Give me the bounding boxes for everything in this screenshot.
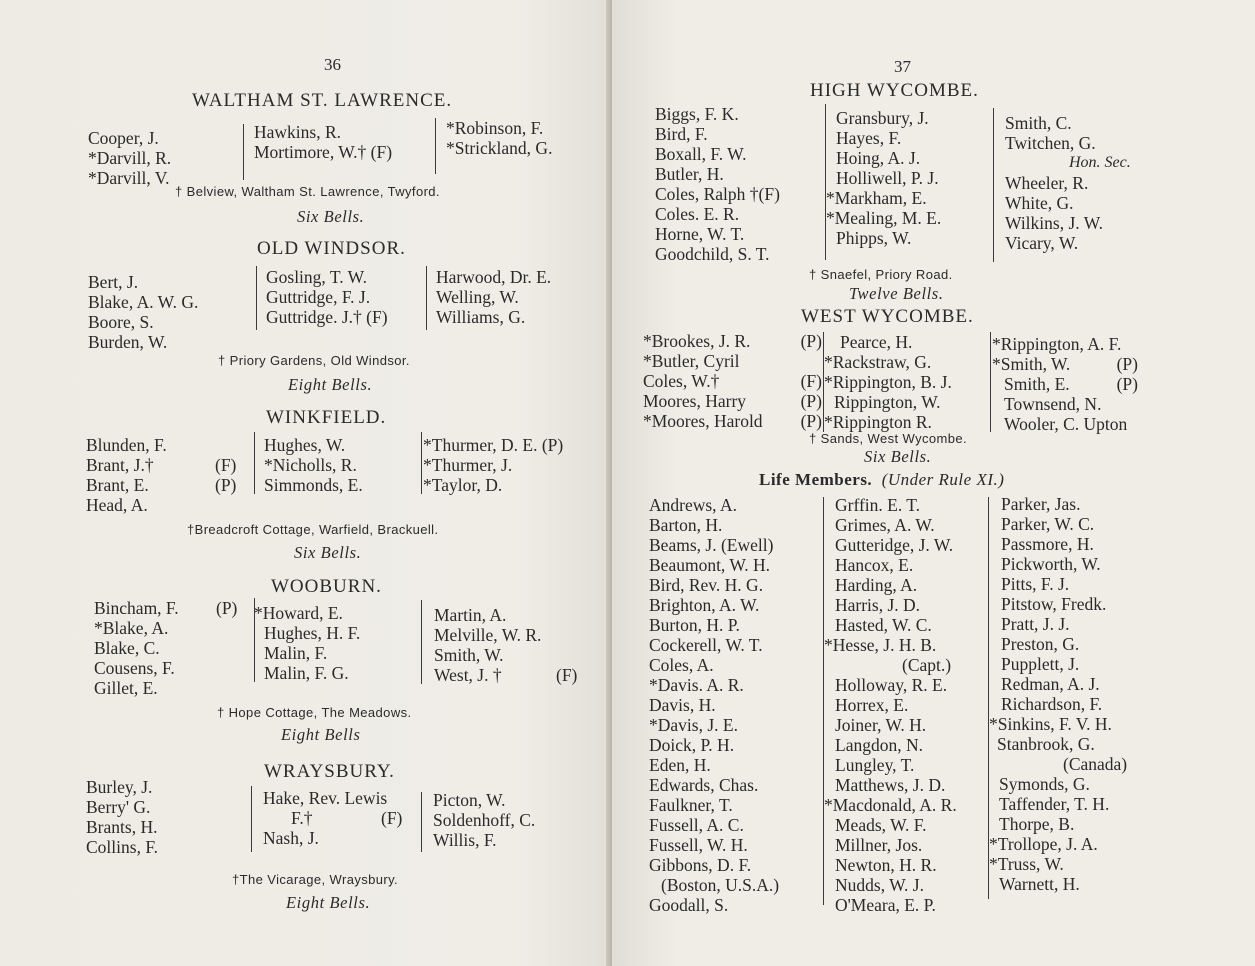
bells-note: Six Bells. (294, 543, 362, 562)
member-name: Hughes, W. (264, 435, 346, 455)
member-name: Hancox, E. (835, 555, 914, 575)
member-name: Lungley, T. (835, 755, 915, 775)
member-name: White, G. (1005, 193, 1074, 213)
member-name: Fussell, A. C. (649, 815, 744, 835)
member-name: Wooler, C. Upton (1004, 414, 1128, 434)
address-note: † Snaefel, Priory Road. (809, 267, 953, 282)
member-name: Brant, E. (86, 475, 149, 495)
member-name: *Smith, W. (992, 354, 1071, 374)
member-name: Brant, J.† (86, 455, 154, 475)
member-name: *Moores, Harold (643, 411, 763, 431)
name-column (824, 332, 952, 432)
member-name: Burley, J. (86, 777, 153, 797)
member-name: Faulkner, T. (649, 795, 733, 815)
member-name: Harding, A. (835, 575, 918, 595)
member-name: Gutteridge, J. W. (835, 535, 954, 555)
member-name: Coles. E. R. (655, 204, 740, 224)
column-divider (993, 108, 994, 262)
column-divider (426, 266, 427, 330)
member-name: Thorpe, B. (999, 814, 1075, 834)
member-name: Hughes, H. F. (264, 623, 361, 643)
member-name: Bincham, F. (94, 598, 179, 618)
mark-column (782, 331, 822, 431)
column-divider (421, 600, 422, 684)
member-name: Brighton, A. W. (649, 595, 760, 615)
member-name: Stanbrook, G. (997, 734, 1095, 754)
column-divider (256, 266, 257, 330)
column-divider (990, 332, 991, 432)
member-name: Collins, F. (86, 837, 159, 857)
member-name: *Taylor, D. (423, 475, 503, 495)
member-name: Meads, W. F. (835, 815, 927, 835)
address-note: † Hope Cottage, The Meadows. (217, 705, 412, 720)
member-name: Hawkins, R. (254, 122, 342, 142)
member-name: Richardson, F. (1001, 694, 1103, 714)
page-number: 37 (894, 57, 911, 76)
member-name: Hayes, F. (836, 128, 902, 148)
member-name: Wheeler, R. (1005, 173, 1089, 193)
member-name: Guttridge, F. J. (266, 287, 371, 307)
member-name: Holloway, R. E. (835, 675, 948, 695)
member-name: Newton, H. R. (835, 855, 937, 875)
column-divider (421, 792, 422, 852)
member-name: Mortimore, W.† (F) (254, 142, 393, 162)
member-name: Biggs, F. K. (655, 104, 739, 124)
member-name: Gosling, T. W. (266, 267, 367, 287)
member-name: Goodall, S. (649, 895, 729, 915)
member-name: Andrews, A. (649, 495, 737, 515)
section-title: WINKFIELD. (266, 407, 387, 428)
member-name: Harwood, Dr. E. (436, 267, 552, 287)
member-name: Bert, J. (88, 272, 139, 292)
member-name: Coles, Ralph †(F) (655, 184, 780, 204)
member-name: Smith, E. (1004, 374, 1070, 394)
member-name: *Markham, E. (826, 188, 927, 208)
name-column (88, 128, 171, 188)
member-name: Parker, Jas. (1001, 494, 1081, 514)
member-name: Pratt, J. J. (1001, 614, 1070, 634)
member-name: Phipps, W. (836, 228, 912, 248)
member-name: Pupplett, J. (1001, 654, 1080, 674)
member-name: Cockerell, W. T. (649, 635, 763, 655)
name-column (86, 777, 158, 857)
column-divider (421, 432, 422, 494)
member-name: Boore, S. (88, 312, 154, 332)
member-name: (P) (800, 411, 822, 431)
member-name: Horrex, E. (835, 695, 909, 715)
member-name: *Davis, J. E. (649, 715, 738, 735)
member-name: Smith, W. (434, 645, 504, 665)
member-name: Townsend, N. (1004, 394, 1102, 414)
member-name: Picton, W. (433, 790, 506, 810)
mark-column (556, 665, 577, 685)
column-divider (251, 786, 252, 852)
member-name: Malin, F. (264, 643, 328, 663)
member-name: *Macdonald, A. R. (824, 795, 957, 815)
member-name: Malin, F. G. (264, 663, 349, 683)
member-name: Nudds, W. J. (835, 875, 924, 895)
member-name: Beaumont, W. H. (649, 555, 771, 575)
member-name: Grffin. E. T. (835, 495, 921, 515)
name-column (433, 790, 535, 850)
section-title: OLD WINDSOR. (257, 238, 406, 259)
address-note: †Breadcroft Cottage, Warfield, Brackuell. (187, 522, 439, 537)
column-divider (254, 432, 255, 494)
member-name: Hoing, A. J. (836, 148, 921, 168)
member-name: Hon. Sec. (1069, 154, 1131, 171)
life-members-title: Life Members. (Under Rule XI.) (759, 470, 1005, 489)
member-name: Rippington, W. (834, 392, 941, 412)
member-name: Melville, W. R. (434, 625, 542, 645)
section-title: WEST WYCOMBE. (801, 306, 974, 327)
member-name: *Darvill, R. (88, 148, 172, 168)
name-column (88, 272, 198, 352)
section-title: WALTHAM ST. LAWRENCE. (192, 90, 453, 111)
name-column (1005, 113, 1131, 253)
member-name: Goodchild, S. T. (655, 244, 770, 264)
member-name: Warnett, H. (999, 874, 1080, 894)
member-name: Pitts, F. J. (1001, 574, 1070, 594)
member-name: Gillet, E. (94, 678, 158, 698)
member-name: Moores, Harry (643, 391, 747, 411)
member-name: Edwards, Chas. (649, 775, 759, 795)
name-column (643, 331, 763, 431)
member-name: Fussell, W. H. (649, 835, 748, 855)
member-name: Martin, A. (434, 605, 507, 625)
member-name: (Boston, U.S.A.) (661, 875, 780, 895)
name-column (446, 118, 552, 158)
member-name: Gransbury, J. (836, 108, 929, 128)
member-name: (Capt.) (902, 655, 952, 675)
member-name: Willis, F. (433, 830, 497, 850)
left-page (0, 0, 610, 966)
name-column (254, 122, 392, 162)
member-name: Nash, J. (263, 828, 319, 848)
member-name: Blake, C. (94, 638, 160, 658)
member-name: *Sinkins, F. V. H. (989, 714, 1112, 734)
member-name: *Rippington R. (824, 412, 932, 432)
mark-column (381, 808, 402, 828)
member-name: Coles, W.† (643, 371, 720, 391)
mark-column (1096, 334, 1138, 394)
member-name: Soldenhoff, C. (433, 810, 536, 830)
member-name: Grimes, A. W. (835, 515, 935, 535)
member-name: Redman, A. J. (1001, 674, 1100, 694)
member-name: (F) (215, 455, 237, 475)
column-divider (435, 118, 436, 174)
member-name: Davis, H. (649, 695, 716, 715)
member-name: *Thurmer, J. (423, 455, 513, 475)
member-name: *Butler, Cyril (643, 351, 740, 371)
member-name: Welling, W. (436, 287, 519, 307)
member-name: Pickworth, W. (1001, 554, 1101, 574)
member-name: Cousens, F. (94, 658, 175, 678)
member-name: (P) (1116, 374, 1138, 394)
name-column (436, 267, 551, 327)
member-name: Coles, A. (649, 655, 714, 675)
member-name: Burden, W. (88, 332, 168, 352)
member-name: Holliwell, P. J. (836, 168, 939, 188)
member-name: *Rippington, A. F. (992, 334, 1122, 354)
column-divider (243, 124, 244, 180)
member-name: (P) (216, 598, 238, 618)
member-name: Harris, J. D. (835, 595, 921, 615)
section-title: HIGH WYCOMBE. (810, 80, 979, 101)
member-name: *Nicholls, R. (264, 455, 357, 475)
bells-note: Eight Bells. (286, 893, 371, 912)
member-name: Hasted, W. C. (835, 615, 932, 635)
member-name: Cooper, J. (88, 128, 159, 148)
section-title: WRAYSBURY. (264, 761, 395, 782)
name-column (824, 496, 957, 916)
name-column (434, 605, 541, 685)
member-name: Barton, H. (649, 515, 723, 535)
member-name: *Hesse, J. H. B. (824, 635, 937, 655)
member-name (1096, 334, 1138, 354)
member-name: *Strickland, G. (446, 138, 553, 158)
name-column (423, 435, 563, 495)
member-name: *Trollope, J. A. (989, 834, 1098, 854)
member-name: (F) (800, 371, 822, 391)
member-name: Langdon, N. (835, 735, 923, 755)
member-name: *Mealing, M. E. (826, 208, 942, 228)
member-name: Vicary, W. (1005, 233, 1079, 253)
member-name: Simmonds, E. (264, 475, 363, 495)
member-name: Preston, G. (1001, 634, 1080, 654)
bells-note: Eight Bells. (288, 375, 373, 394)
member-name: Horne, W. T. (655, 224, 745, 244)
name-column (266, 267, 388, 327)
member-name: Millner, Jos. (835, 835, 923, 855)
name-column (254, 603, 360, 683)
address-note: † Sands, West Wycombe. (809, 431, 968, 446)
member-name: (Canada) (1063, 754, 1128, 774)
member-name: *Davis. A. R. (649, 675, 744, 695)
member-name: Doick, P. H. (649, 735, 735, 755)
member-name: Pearce, H. (840, 332, 913, 352)
member-name: Gibbons, D. F. (649, 855, 752, 875)
member-name: Beams, J. (Ewell) (649, 535, 774, 555)
name-column (86, 435, 167, 515)
name-column (649, 496, 779, 916)
member-name: Brants, H. (86, 817, 158, 837)
member-name: Bird, Rev. H. G. (649, 575, 764, 595)
member-name: *Robinson, F. (446, 118, 544, 138)
member-name: (P) (800, 331, 822, 351)
address-note: † Priory Gardens, Old Windsor. (218, 353, 410, 368)
member-name: *Truss, W. (989, 854, 1064, 874)
member-name: Guttridge. J.† (F) (266, 307, 388, 327)
member-name: Matthews, J. D. (835, 775, 946, 795)
member-name: *Thurmer, D. E. (P) (423, 435, 564, 455)
member-name: F.† (291, 808, 313, 828)
member-name: Parker, W. C. (1001, 514, 1095, 534)
member-name: Head, A. (86, 495, 148, 515)
member-name: Pitstow, Fredk. (1001, 594, 1107, 614)
member-name: *Darvill, V. (88, 168, 170, 188)
mark-column (216, 598, 237, 618)
member-name: *Rippington, B. J. (824, 372, 952, 392)
member-name: (F) (381, 808, 403, 828)
member-name: Joiner, W. H. (835, 715, 927, 735)
member-name: Berry' G. (86, 797, 151, 817)
address-note: †The Vicarage, Wraysbury. (232, 872, 399, 887)
member-name: Williams, G. (436, 307, 526, 327)
member-name (782, 351, 822, 371)
member-name: *Rackstraw, G. (824, 352, 932, 372)
member-name: Passmore, H. (1001, 534, 1094, 554)
address-note: † Belview, Waltham St. Lawrence, Twyford. (175, 184, 440, 199)
member-name: Hake, Rev. Lewis (263, 788, 388, 808)
bells-note: Eight Bells (281, 725, 361, 744)
member-name: Symonds, G. (999, 774, 1090, 794)
member-name: (P) (1116, 354, 1138, 374)
member-name: Taffender, T. H. (999, 794, 1110, 814)
member-name: (P) (800, 391, 822, 411)
bells-note: Twelve Bells. (849, 284, 944, 303)
name-column (264, 435, 363, 495)
member-name: *Blake, A. (94, 618, 169, 638)
member-name: Smith, C. (1005, 113, 1072, 133)
member-name: Blunden, F. (86, 435, 167, 455)
member-name: Wilkins, J. W. (1005, 213, 1103, 233)
right-page (612, 0, 1255, 966)
section-title: WOOBURN. (271, 576, 382, 597)
bells-note: Six Bells. (297, 207, 365, 226)
member-name: Bird, F. (655, 124, 708, 144)
member-name: Burton, H. P. (649, 615, 740, 635)
member-name (215, 435, 236, 455)
bells-note: Six Bells. (864, 447, 932, 466)
name-column (655, 104, 780, 264)
member-name: O'Meara, E. P. (835, 895, 936, 915)
name-column (989, 495, 1127, 895)
name-column (94, 598, 179, 698)
member-name: Butler, H. (655, 164, 724, 184)
member-name: Eden, H. (649, 755, 711, 775)
mark-column (215, 435, 236, 495)
member-name: West, J. † (434, 665, 502, 685)
member-name: *Howard, E. (254, 603, 343, 623)
member-name: Blake, A. W. G. (88, 292, 199, 312)
member-name: *Brookes, J. R. (643, 331, 751, 351)
member-name: Twitchen, G. (1005, 133, 1096, 153)
name-column (263, 788, 387, 848)
member-name: (F) (556, 665, 578, 685)
name-column (826, 108, 941, 248)
page-number: 36 (324, 55, 341, 74)
member-name: Boxall, F. W. (655, 144, 747, 164)
member-name: (P) (215, 475, 237, 495)
